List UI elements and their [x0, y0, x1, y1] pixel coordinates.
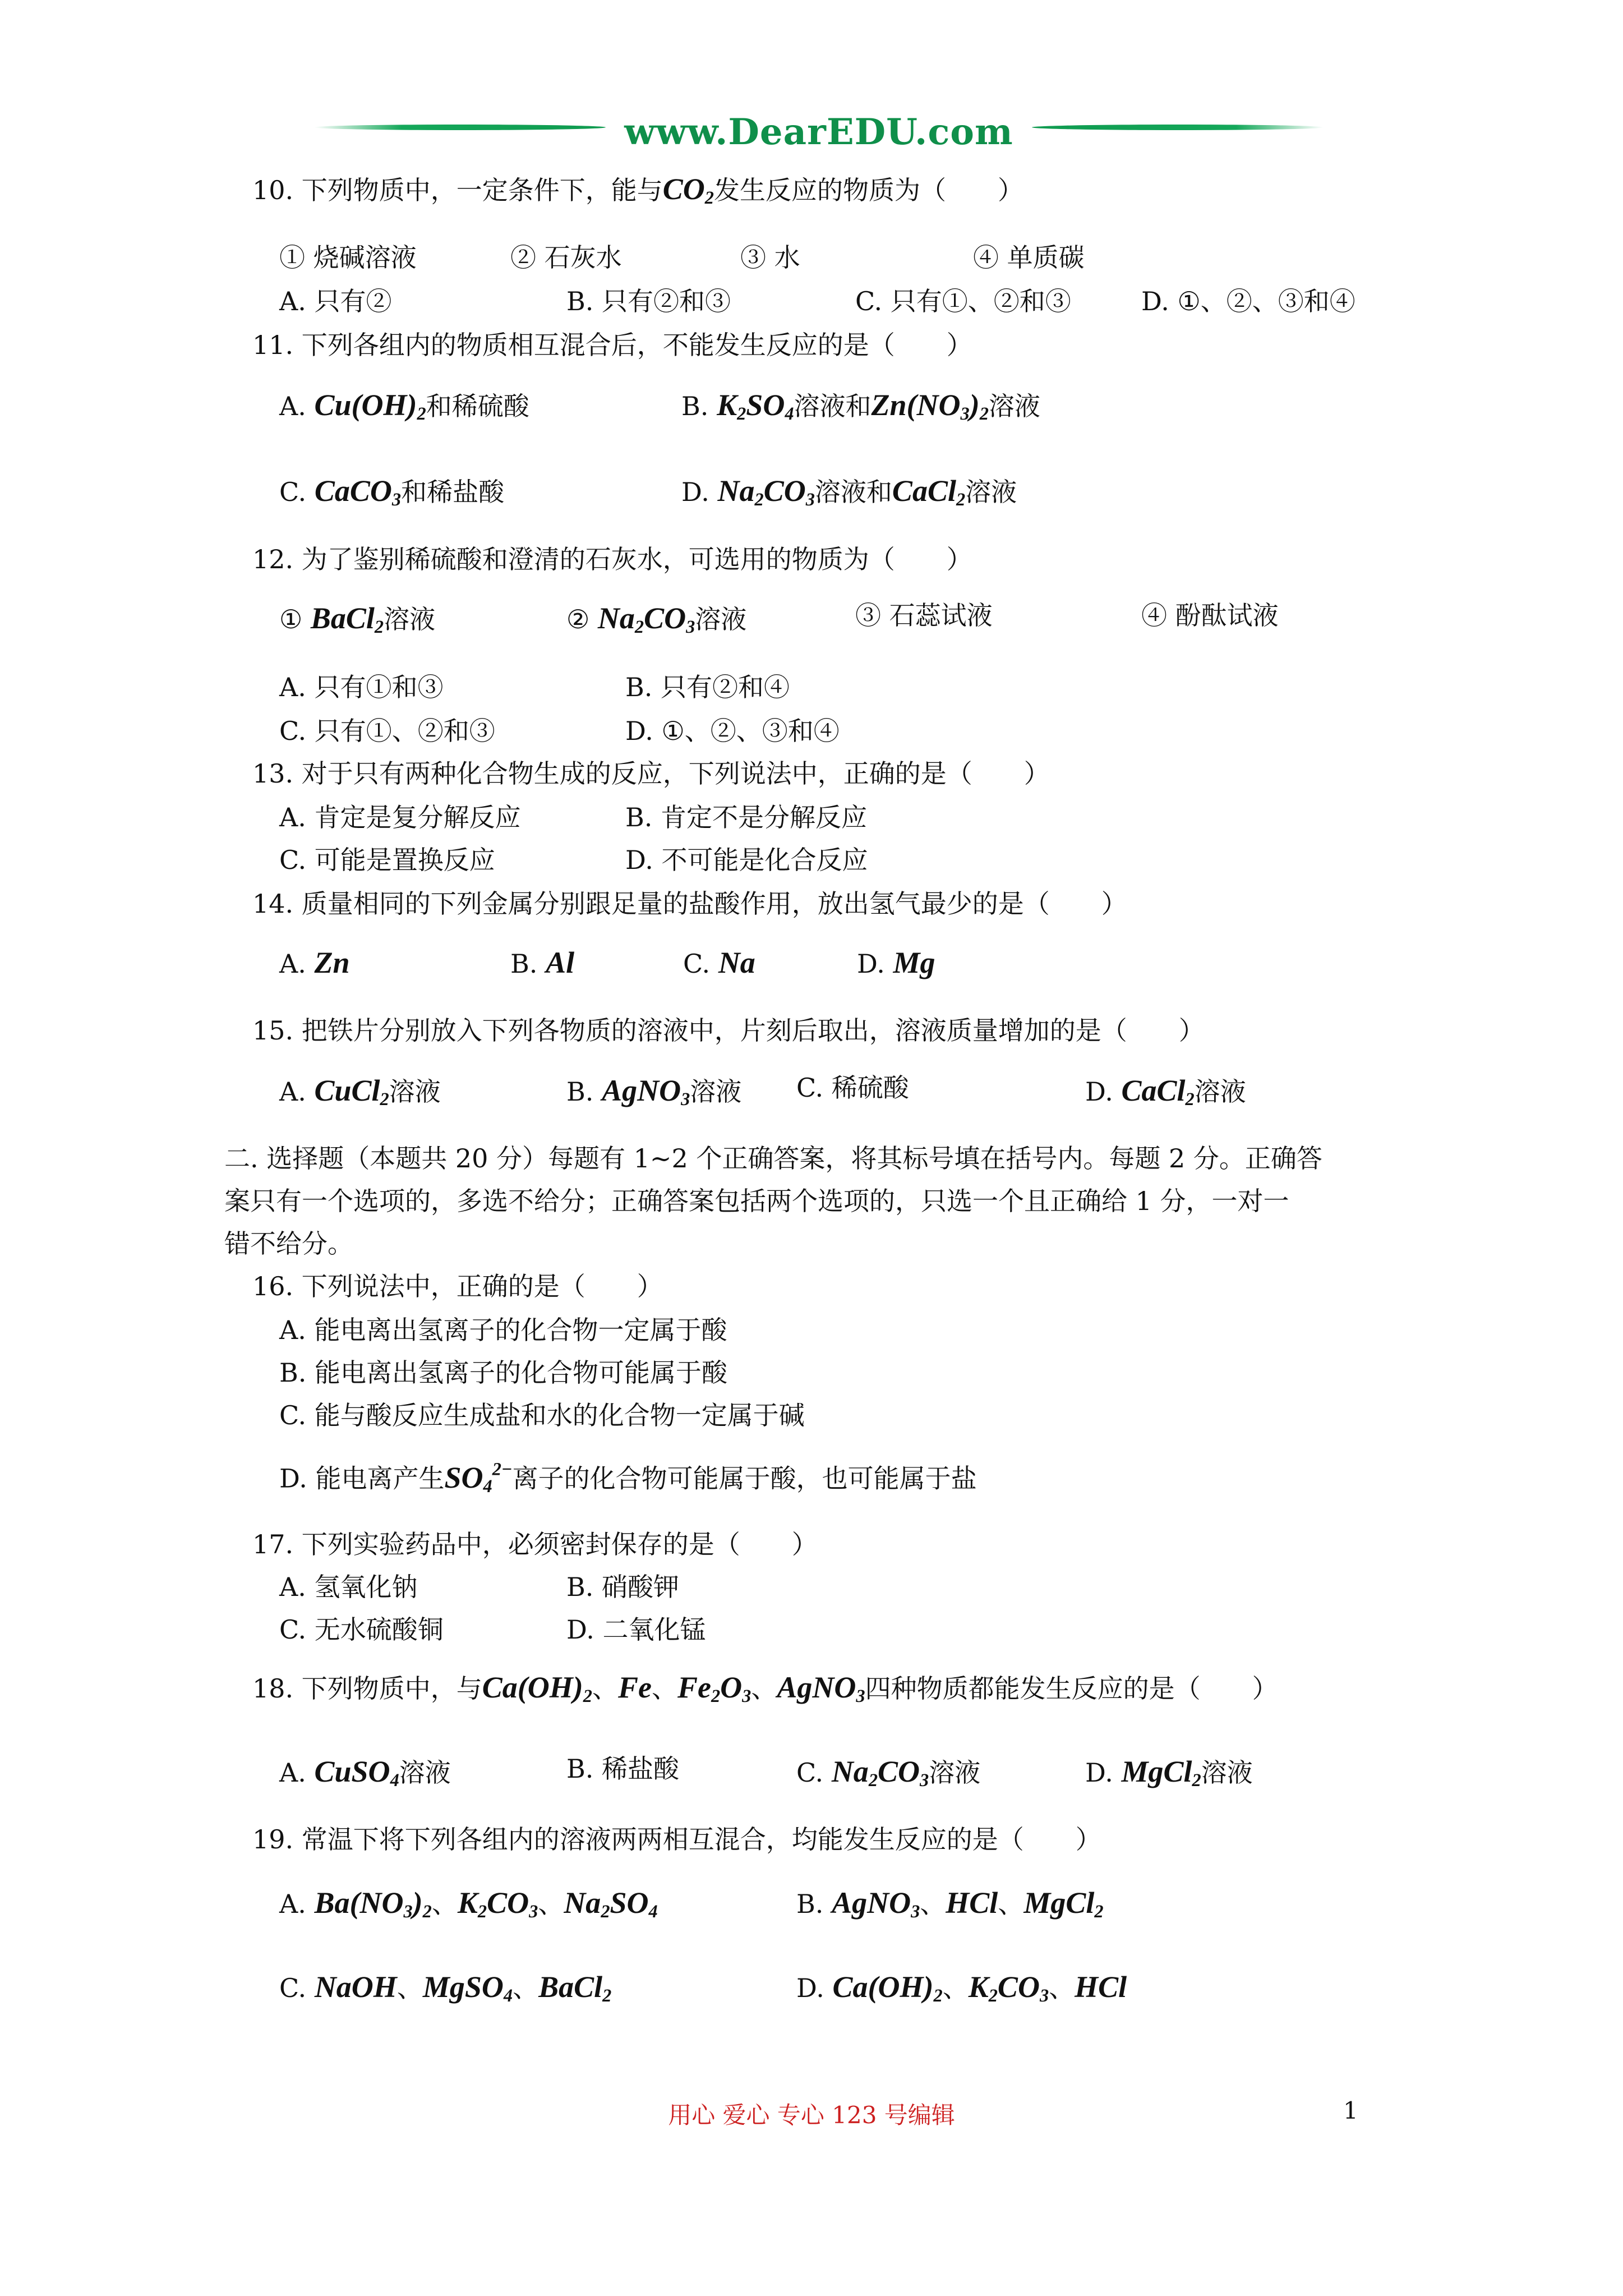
question-18-option-b[interactable]: B. 稀盐酸: [566, 1754, 680, 1784]
question-12-stem: 12. 为了鉴别稀硫酸和澄清的石灰水，可选用的物质为（ ）: [252, 544, 972, 574]
question-12-option-c[interactable]: C. 只有①、②和③: [279, 716, 495, 746]
question-16-option-a[interactable]: A. 能电离出氢离子的化合物一定属于酸: [279, 1315, 727, 1345]
question-10-item-4: ④ 单质碳: [973, 242, 1085, 273]
question-14-stem: 14. 质量相同的下列金属分别跟足量的盐酸作用，放出氢气最少的是（ ）: [252, 889, 1127, 919]
question-14-option-d[interactable]: D. Mg: [857, 946, 935, 979]
question-10-item-3: ③ 水: [740, 242, 800, 273]
question-11-option-a[interactable]: A. $Cu(OH)_2$和稀硫酸: [279, 388, 529, 425]
question-19-option-b[interactable]: B. AgNO$_3$、HCl、MgCl$_2$: [796, 1886, 1104, 1922]
question-14-option-c[interactable]: C. Na: [683, 946, 755, 979]
question-17-option-c[interactable]: C. 无水硫酸铜: [279, 1614, 444, 1645]
question-15-option-b[interactable]: B. AgNO$_3$溶液: [566, 1074, 742, 1110]
question-11-stem: 11. 下列各组内的物质相互混合后，不能发生反应的是（ ）: [252, 330, 972, 360]
question-13-stem: 13. 对于只有两种化合物生成的反应，下列说法中，正确的是（ ）: [252, 758, 1050, 789]
question-14-option-b[interactable]: B. Al: [510, 946, 575, 979]
question-16-option-d[interactable]: D. 能电离产生$SO_4^{2-}$离子的化合物可能属于酸，也可能属于盐: [279, 1459, 977, 1497]
question-12-item-3: ③ 石蕊试液: [855, 600, 993, 631]
stem-text-2: 发生反应的物质为（ ）: [714, 175, 1023, 205]
stem-text: 10. 下列物质中，一定条件下，能与: [252, 175, 663, 205]
question-17-stem: 17. 下列实验药品中，必须密封保存的是（ ）: [252, 1529, 818, 1559]
question-12-option-d[interactable]: D. ①、②、③和④: [625, 716, 840, 746]
question-14-option-a[interactable]: A. Zn: [279, 946, 350, 979]
formula-co2: $CO_2$: [662, 172, 714, 209]
question-13-option-c[interactable]: C. 可能是置换反应: [279, 845, 495, 875]
question-13-option-d[interactable]: D. 不可能是化合反应: [625, 845, 868, 875]
question-13-option-a[interactable]: A. 肯定是复分解反应: [279, 802, 521, 832]
question-18-option-a[interactable]: A. CuSO$_4$溶液: [279, 1755, 451, 1791]
question-12-item-1: ① BaCl$_2$溶液: [279, 601, 436, 638]
question-16-option-c[interactable]: C. 能与酸反应生成盐和水的化合物一定属于碱: [279, 1400, 805, 1430]
question-10-option-d[interactable]: D. ①、②、③和④: [1141, 286, 1355, 316]
question-11-option-d[interactable]: D. $Na_2CO_3$溶液和CaCl$_2$溶液: [681, 474, 1017, 510]
question-19-stem: 19. 常温下将下列各组内的溶液两两相互混合，均能发生反应的是（ ）: [252, 1824, 1101, 1855]
question-10-item-2: ② 石灰水: [510, 242, 622, 273]
question-13-option-b[interactable]: B. 肯定不是分解反应: [625, 802, 868, 832]
question-12-item-4: ④ 酚酞试液: [1141, 600, 1279, 631]
question-11-option-c[interactable]: C. CaCO$_3$和稀盐酸: [279, 474, 505, 510]
question-10-item-1: ① 烧碱溶液: [279, 242, 417, 273]
question-18-option-c[interactable]: C. $Na_2CO_3$溶液: [796, 1755, 981, 1791]
question-17-option-a[interactable]: A. 氢氧化钠: [279, 1572, 418, 1602]
question-15-stem: 15. 把铁片分别放入下列各物质的溶液中，片刻后取出，溶液质量增加的是（ ）: [252, 1015, 1205, 1046]
section-2-intro-line-2: 案只有一个选项的，多选不给分；正确答案包括两个选项的，只选一个且正确给 1 分，一对一: [224, 1186, 1289, 1216]
question-10-option-c[interactable]: C. 只有①、②和③: [855, 286, 1071, 316]
question-12-option-a[interactable]: A. 只有①和③: [279, 672, 444, 702]
footer-text: 用心 爱心 专心 123 号编辑: [668, 2101, 955, 2129]
question-15-option-a[interactable]: A. CuCl$_2$溶液: [279, 1074, 441, 1110]
question-10-option-a[interactable]: A. 只有②: [279, 286, 392, 316]
question-18-option-d[interactable]: D. MgCl$_2$溶液: [1085, 1755, 1253, 1791]
question-19-option-d[interactable]: D. $Ca(OH)_2$、$K_2CO_3$、HCl: [796, 1970, 1127, 2007]
header-rule-left: [314, 125, 606, 130]
header-rule-right: [1032, 125, 1324, 130]
question-16-stem: 16. 下列说法中，正确的是（ ）: [252, 1271, 663, 1301]
section-2-intro-line-1: 二. 选择题（本题共 20 分）每题有 1~2 个正确答案，将其标号填在括号内。每题 2 分。正确答: [224, 1143, 1322, 1174]
section-2-intro-line-3: 错不给分。: [224, 1228, 353, 1259]
question-18-stem: 18. 下列物质中，与$Ca(OH)_2$、Fe、$Fe_2O_3$、AgNO$_3$四种物质都能发生反应的是（ ）: [252, 1671, 1278, 1707]
question-19-option-c[interactable]: C. NaOH、MgSO$_4$、BaCl$_2$: [279, 1970, 612, 2007]
page-number: 1: [1343, 2097, 1358, 2124]
question-10-option-b[interactable]: B. 只有②和③: [566, 286, 731, 316]
question-19-option-a[interactable]: A. $Ba(NO_3)_2$、$K_2CO_3$、$Na_2SO_4$: [279, 1886, 658, 1922]
question-17-option-b[interactable]: B. 硝酸钾: [566, 1572, 680, 1602]
question-10-stem: [252, 171, 1023, 209]
site-logo: www.DearEDU.com: [624, 111, 1013, 153]
question-11-option-b[interactable]: B. $K_2SO_4$溶液和$Zn(NO_3)_2$溶液: [681, 388, 1040, 425]
question-17-option-d[interactable]: D. 二氧化锰: [566, 1614, 706, 1645]
question-15-option-c[interactable]: C. 稀硫酸: [796, 1073, 909, 1103]
question-15-option-d[interactable]: D. CaCl$_2$溶液: [1085, 1074, 1246, 1110]
question-12-option-b[interactable]: B. 只有②和④: [625, 672, 790, 702]
question-12-item-2: ② $Na_2CO_3$溶液: [566, 601, 747, 638]
question-16-option-b[interactable]: B. 能电离出氢离子的化合物可能属于酸: [279, 1358, 728, 1388]
